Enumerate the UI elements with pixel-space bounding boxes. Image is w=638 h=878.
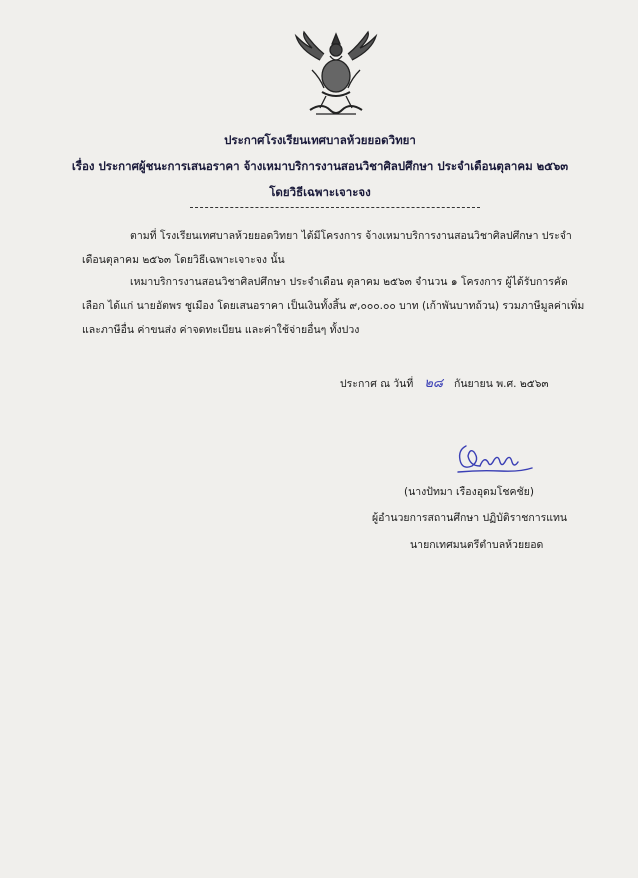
paragraph-1-line-1: ตามที่ โรงเรียนเทศบาลห้วยยอดวิทยา ได้มีโครงการ จ้างเหมาบริการงานสอนวิชาศิลปศึกษา ประจำ [130, 230, 572, 242]
signer-name: (นางปัทมา เรืองอุดมโชคชัย) [404, 486, 534, 498]
paragraph-2-line-2: เลือก ได้แก่ นายอัตพร ชูเมือง โดยเสนอราคา เป็นเงินทั้งสิ้น ๙,๐๐๐.๐๐ บาท (เก้าพันบาทถ้วน) รวมภาษีมูลค่าเพิ่ม [82, 300, 585, 312]
signer-authority: นายกเทศมนตรีตำบลห้วยยอด [410, 539, 544, 551]
paragraph-1-line-2: เดือนตุลาคม ๒๕๖๓ โดยวิธีเฉพาะเจาะจง นั้น [82, 254, 285, 266]
handwritten-signature [440, 440, 540, 480]
announcement-method: โดยวิธีเฉพาะเจาะจง [269, 185, 371, 199]
announcement-title: ประกาศโรงเรียนเทศบาลห้วยยอดวิทยา [224, 133, 416, 147]
separator-line [190, 207, 480, 208]
announce-suffix: กันยายน พ.ศ. ๒๕๖๓ [453, 378, 549, 390]
announce-day: ๒๘ [424, 376, 443, 391]
announcement-date [340, 372, 549, 393]
paragraph-2 [82, 270, 598, 342]
announcement-subject: เรื่อง ประกาศผู้ชนะการเสนอราคา จ้างเหมาบริการงานสอนวิชาศิลปศึกษา ประจำเดือนตุลาคม ๒๕๖๓ [71, 159, 569, 173]
signer-position: ผู้อำนวยการสถานศึกษา ปฏิบัติราชการแทน [372, 512, 568, 524]
paragraph-1 [82, 224, 598, 272]
garuda-emblem-icon [290, 30, 382, 120]
paragraph-2-line-3: และภาษีอื่น ค่าขนส่ง ค่าจดทะเบียน และค่าใช้จ่ายอื่นๆ ทั้งปวง [82, 324, 360, 336]
paragraph-2-line-1: เหมาบริการงานสอนวิชาศิลปศึกษา ประจำเดือน ตุลาคม ๒๕๖๓ จำนวน ๑ โครงการ ผู้ได้รับการคัด [130, 276, 568, 288]
announce-prefix: ประกาศ ณ วันที่ [340, 378, 414, 390]
